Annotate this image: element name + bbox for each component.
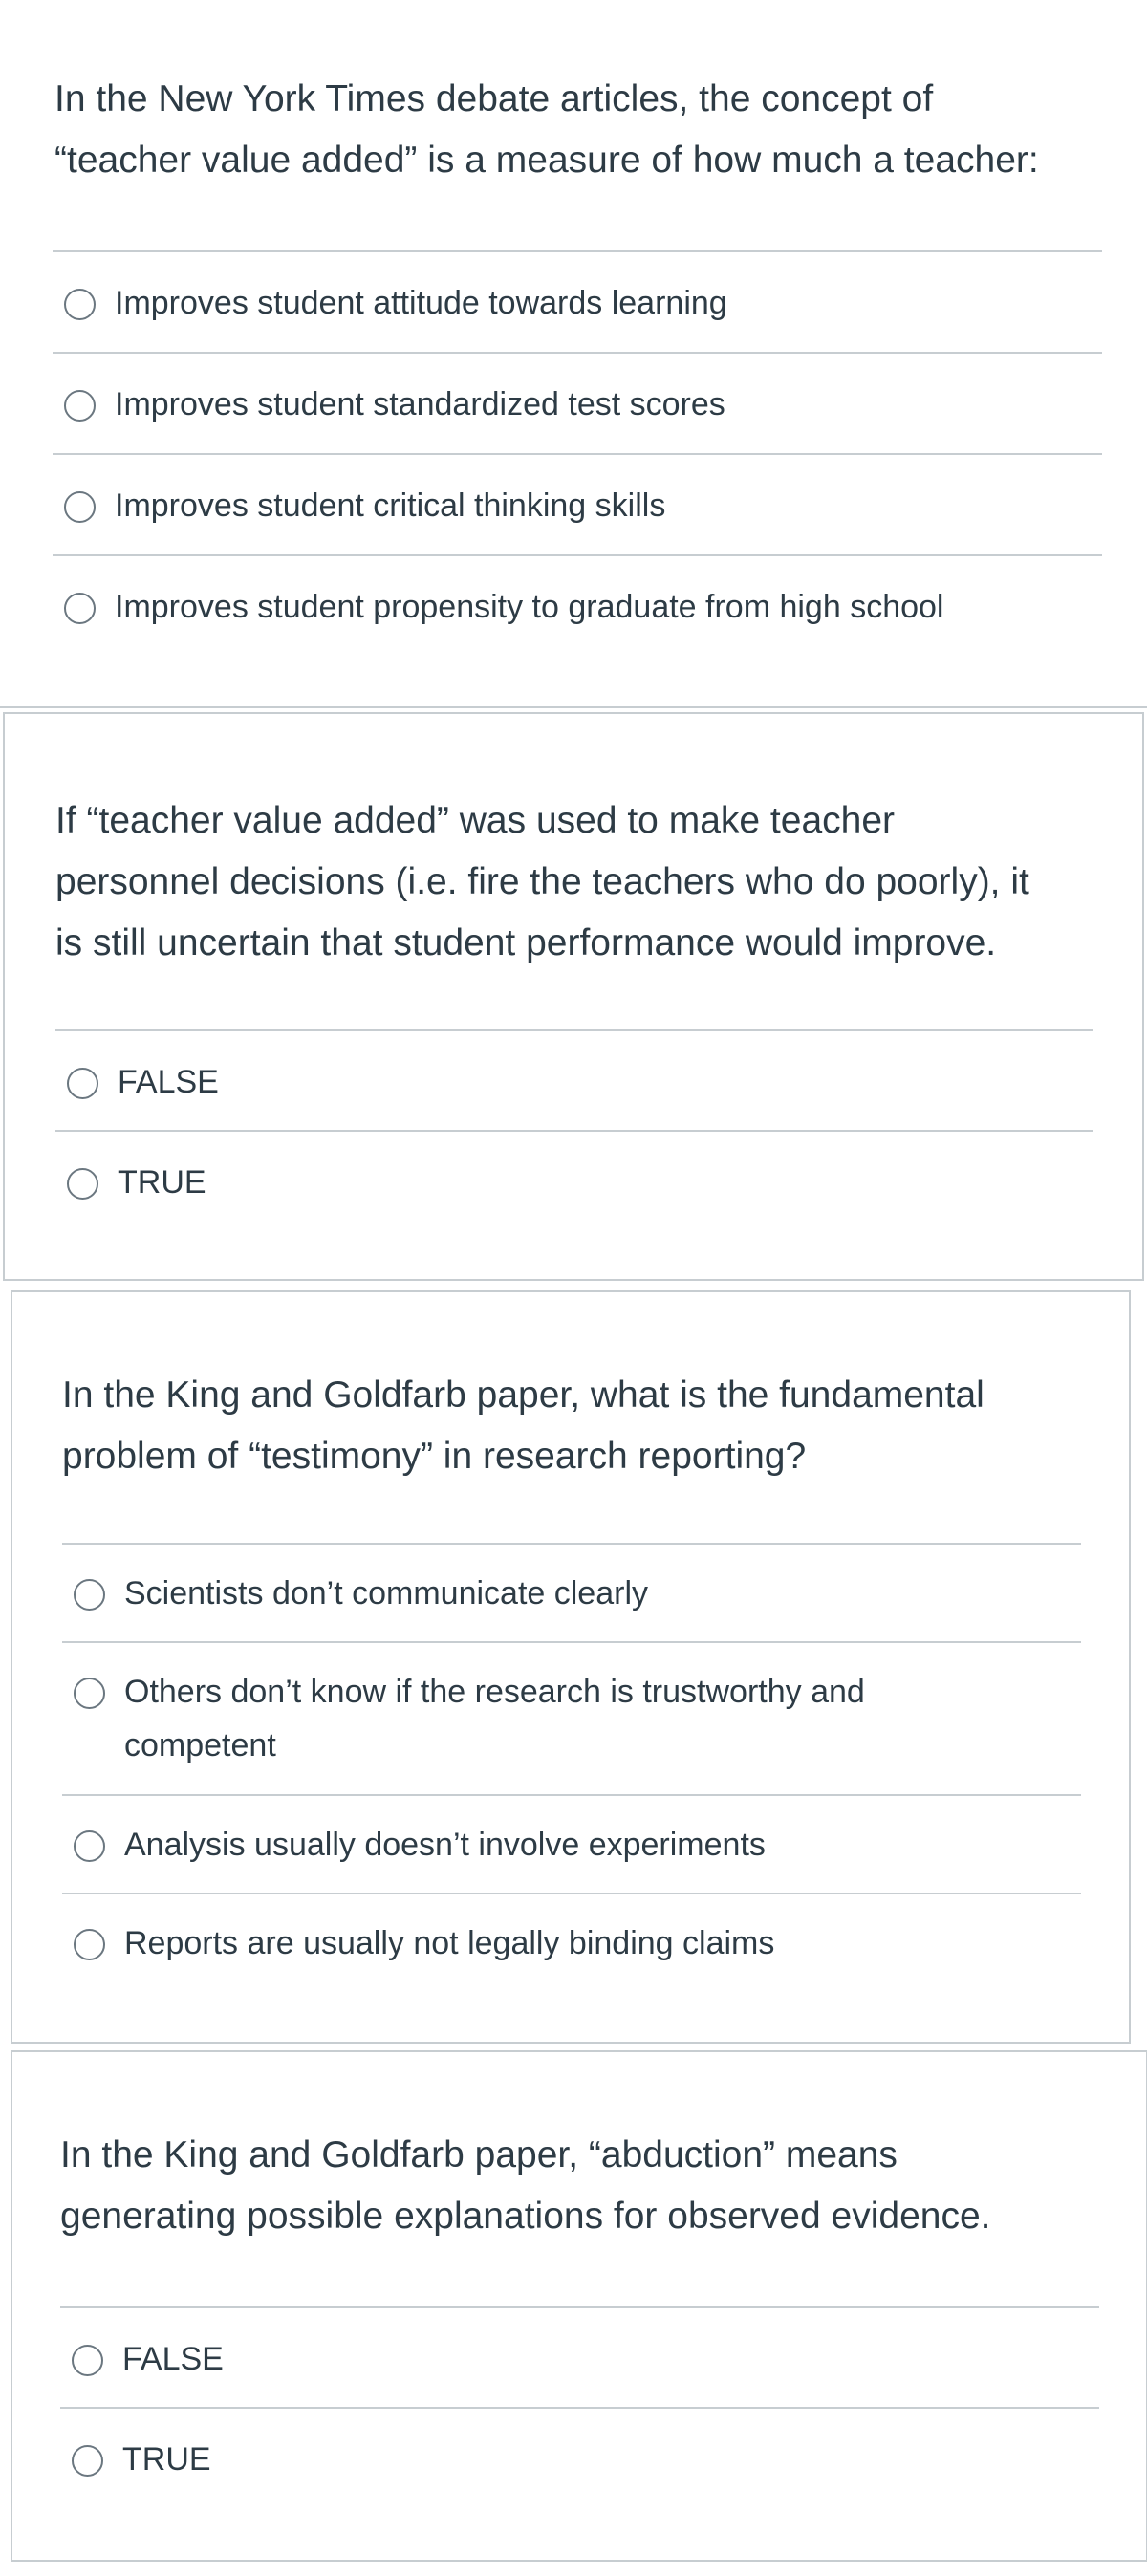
radio-button[interactable]: [64, 289, 96, 320]
answer-list: [60, 2306, 1099, 2507]
question-text-line: In the King and Goldfarb paper, what is the fundamental: [62, 1375, 985, 1416]
answer-option[interactable]: [62, 1543, 1081, 1641]
radio-button[interactable]: [72, 2345, 103, 2376]
question-text-line: is still uncertain that student performance would improve.: [55, 922, 997, 963]
radio-button[interactable]: [74, 1678, 105, 1709]
answer-list: [62, 1543, 1081, 1991]
question-text: [60, 2125, 1112, 2247]
answer-option[interactable]: [62, 1893, 1081, 1991]
answer-label: Reports are usually not legally binding claims: [124, 1925, 775, 1961]
answer-label: TRUE: [122, 2441, 211, 2478]
answer-list: [55, 1029, 1093, 1230]
answer-label: Improves student standardized test scores: [115, 386, 725, 422]
answer-option[interactable]: [62, 1641, 1081, 1794]
radio-button[interactable]: [67, 1168, 98, 1200]
question-text-line: problem of “testimony” in research reporting?: [62, 1436, 807, 1477]
radio-button[interactable]: [67, 1068, 98, 1099]
question-card-3: [11, 1290, 1131, 2044]
answer-option[interactable]: [55, 1130, 1093, 1230]
answer-option[interactable]: [53, 554, 1102, 656]
radio-button[interactable]: [64, 491, 96, 523]
answer-option[interactable]: [53, 352, 1102, 453]
question-text-line: If “teacher value added” was used to make teacher: [55, 800, 895, 841]
answer-label: FALSE: [118, 1064, 219, 1100]
question-text: [55, 790, 1107, 974]
answer-option[interactable]: [53, 453, 1102, 554]
answer-label: FALSE: [122, 2341, 224, 2377]
answer-list: [53, 250, 1102, 656]
question-text-line: In the New York Times debate articles, the concept of: [54, 78, 934, 119]
radio-button[interactable]: [74, 1579, 105, 1611]
question-text-line: personnel decisions (i.e. fire the teachers who do poorly), it: [55, 861, 1029, 902]
question-text: [54, 69, 1106, 191]
question-text-line: “teacher value added” is a measure of how much a teacher:: [54, 140, 1039, 181]
radio-button[interactable]: [74, 1929, 105, 1960]
question-text-line: In the King and Goldfarb paper, “abduction” means: [60, 2134, 898, 2176]
question-card-4: [11, 2050, 1147, 2562]
answer-label: Others don’t know if the research is trustworthy and competent: [124, 1674, 865, 1764]
radio-button[interactable]: [74, 1830, 105, 1862]
answer-option[interactable]: [55, 1029, 1093, 1130]
radio-button[interactable]: [72, 2445, 103, 2477]
answer-label: Improves student critical thinking skills: [115, 487, 666, 524]
answer-option[interactable]: [62, 1794, 1081, 1893]
question-card-1: [0, 0, 1147, 708]
answer-label: Analysis usually doesn’t involve experiments: [124, 1827, 766, 1863]
answer-label: Scientists don’t communicate clearly: [124, 1575, 649, 1612]
question-text-line: generating possible explanations for observed evidence.: [60, 2196, 991, 2237]
question-text: [62, 1365, 1114, 1487]
radio-button[interactable]: [64, 390, 96, 422]
question-card-2: [3, 712, 1144, 1281]
radio-button[interactable]: [64, 593, 96, 624]
answer-option[interactable]: [60, 2306, 1099, 2407]
answer-label: TRUE: [118, 1164, 206, 1201]
answer-label: Improves student attitude towards learning: [115, 285, 727, 321]
answer-option[interactable]: [60, 2407, 1099, 2507]
answer-label: Improves student propensity to graduate from high school: [115, 589, 944, 625]
answer-option[interactable]: [53, 250, 1102, 352]
